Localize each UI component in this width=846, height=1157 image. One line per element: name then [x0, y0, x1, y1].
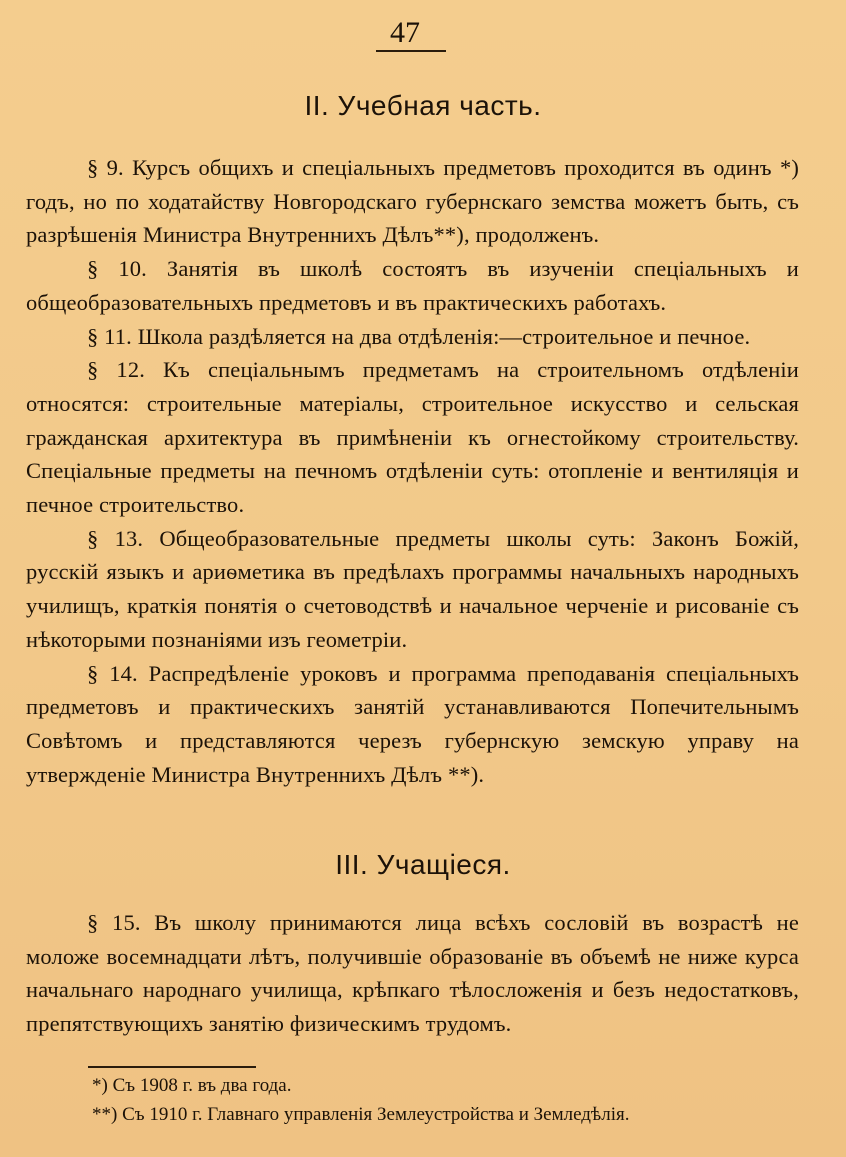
footnote-2: **) Съ 1910 г. Главнаго управленія Землеустройства и Земледѣлія. [92, 1104, 630, 1125]
section-2-body [26, 151, 799, 791]
section-2-title: II. Учебная часть. [304, 90, 542, 121]
paragraph-14: § 14. Распредѣленіе уроковъ и программа преподаванія спеціальныхъ предметовъ и практическихъ занятій устанавливаются Попечительнымъ Совѣтомъ и представляются черезъ губернскую земскую управу на утвержденіе Министра Внутреннихъ Дѣлъ **). [26, 660, 799, 787]
paragraph-12: § 12. Къ спеціальнымъ предметамъ на строительномъ отдѣленіи относятся: строительные матеріалы, строительное искусство и сельская гражданская архитектура въ примѣненіи къ огнестойкому строительству. Спеціальные предметы на печномъ отдѣленіи суть: отопленіе и вентиляція и печное строительство. [26, 357, 799, 518]
section-3-title: III. Учащіеся. [335, 849, 511, 880]
paragraph-9: § 9. Курсъ общихъ и спеціальныхъ предметовъ проходится въ одинъ *) годъ, но по ходатайству Новгородскаго губернскаго земства можетъ быть, съ разрѣшенія Министра Внутреннихъ Дѣлъ**), продолженъ. [26, 155, 799, 248]
footnote-divider [88, 1066, 256, 1068]
paragraph-10: § 10. Занятія въ школѣ состоятъ въ изученіи спеціальныхъ и общеобразовательныхъ предметовъ и въ практическихъ работахъ. [26, 256, 799, 315]
section-3-body [26, 906, 799, 1041]
page-number: 47 [390, 16, 420, 49]
paragraph-15: § 15. Въ школу принимаются лица всѣхъ сословій въ возрастѣ не моложе восемнадцати лѣтъ, получившіе образованіе въ объемѣ не ниже курса начальнаго народнаго училища, крѣпкаго тѣлосложенія и безъ недостатковъ, препятствующихъ занятію физическимъ трудомъ. [26, 910, 799, 1037]
page-number-underline [376, 50, 446, 52]
footnote-1: *) Съ 1908 г. въ два года. [92, 1075, 292, 1096]
paragraph-13: § 13. Общеобразовательные предметы школы суть: Законъ Божій, русскій языкъ и ариѳметика въ предѣлахъ программы начальныхъ народныхъ училищъ, краткія понятія о счетоводствѣ и начальное черченіе и рисованіе съ нѣкоторыми познаніями изъ геометріи. [26, 525, 799, 652]
paragraph-11: § 11. Школа раздѣляется на два отдѣленія:—строительное и печное. [87, 323, 751, 349]
